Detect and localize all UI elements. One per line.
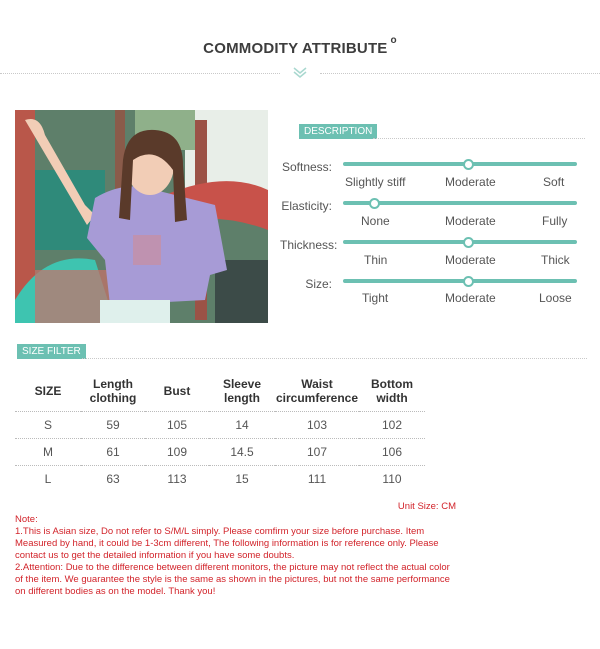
thickness-slider-knob — [463, 237, 474, 248]
notes — [15, 514, 460, 598]
title-text: COMMODITY ATTRIBUTE — [203, 40, 388, 57]
size-table-header — [15, 371, 425, 412]
cell: 106 — [359, 439, 425, 466]
elasticity-slider-knob — [369, 198, 380, 209]
softness-slider-knob — [463, 159, 474, 170]
cell: 105 — [145, 412, 209, 439]
table-row — [15, 439, 425, 466]
size-fit-tick-mid: Moderate — [445, 291, 496, 305]
col-size: SIZE — [15, 371, 81, 412]
description-badge: DESCRIPTION — [299, 124, 377, 139]
size-table — [15, 371, 425, 492]
thickness-tick-low: Thin — [364, 253, 388, 267]
elasticity-tick-low: None — [361, 214, 390, 228]
cell: S — [15, 412, 81, 439]
cell: 61 — [81, 439, 145, 466]
cell: 15 — [235, 472, 249, 486]
cell: 63 — [106, 472, 120, 486]
elasticity-label: Elasticity: — [281, 199, 332, 213]
col-sleeve: Sleeve length — [209, 371, 275, 412]
cell: M — [15, 439, 81, 466]
softness-label: Softness: — [281, 160, 332, 174]
note-item-2: 2.Attention: Due to the difference between different monitors, the picture may not reflect the actual color of the item. We guarantee the style is the same as shown in the pictures, but not the same performance on different bodies as on the model. Thank you! — [15, 562, 450, 597]
cell: 103 — [275, 412, 359, 439]
cell: L — [44, 472, 52, 486]
elasticity-tick-mid: Moderate — [445, 214, 496, 228]
col-length: Length clothing — [81, 371, 145, 412]
cell: 14.5 — [209, 439, 275, 466]
size-fit-label: Size: — [305, 277, 332, 291]
description-divider — [373, 138, 585, 139]
table-row — [15, 466, 425, 493]
col-bottom: Bottom width — [359, 371, 425, 412]
thickness-slider-track — [343, 240, 577, 244]
size-fit-tick-low: Tight — [362, 291, 389, 305]
thickness-tick-mid: Moderate — [445, 253, 496, 267]
softness-tick-mid: Moderate — [445, 175, 496, 189]
size-filter-badge: SIZE FILTER — [17, 344, 86, 359]
cell: 109 — [145, 439, 209, 466]
cell: 113 — [167, 472, 187, 486]
title-superscript: o — [390, 35, 397, 46]
col-bust: Bust — [145, 371, 209, 412]
thickness-label: Thickness: — [280, 238, 338, 252]
thickness-tick-high: Thick — [541, 253, 570, 267]
softness-slider-track — [343, 162, 577, 166]
page-title — [0, 35, 600, 57]
size-fit-slider-knob — [463, 276, 474, 287]
cell: 107 — [275, 439, 359, 466]
softness-tick-high: Soft — [543, 175, 565, 189]
size-filter-divider — [82, 358, 587, 359]
note-item-1: 1.This is Asian size, Do not refer to S/M/L simply. Please comfirm your size before purchase. Item Measured by hand, it could be 1-3cm different, The following information is for reference only. Please contact us to get the detailed information if you have some doubts. — [15, 526, 439, 561]
col-waist: Waist circumference — [275, 371, 359, 412]
notes-heading: Note: — [15, 514, 38, 525]
product-photo — [15, 110, 268, 323]
cell: 111 — [307, 472, 327, 486]
size-fit-slider-track — [343, 279, 577, 283]
cell: 14 — [209, 412, 275, 439]
cell: 102 — [359, 412, 425, 439]
photo-illustration — [15, 110, 268, 323]
size-fit-tick-high: Loose — [539, 291, 572, 305]
cell: 59 — [81, 412, 145, 439]
unit-size: Unit Size: CM — [397, 501, 456, 512]
table-row — [15, 412, 425, 439]
cell: 110 — [382, 472, 402, 486]
chevron-down-double-icon — [291, 67, 309, 79]
elasticity-tick-high: Fully — [542, 214, 568, 228]
header-divider-right — [320, 73, 600, 74]
softness-tick-low: Slightly stiff — [345, 175, 406, 189]
header-divider-left — [0, 73, 280, 74]
